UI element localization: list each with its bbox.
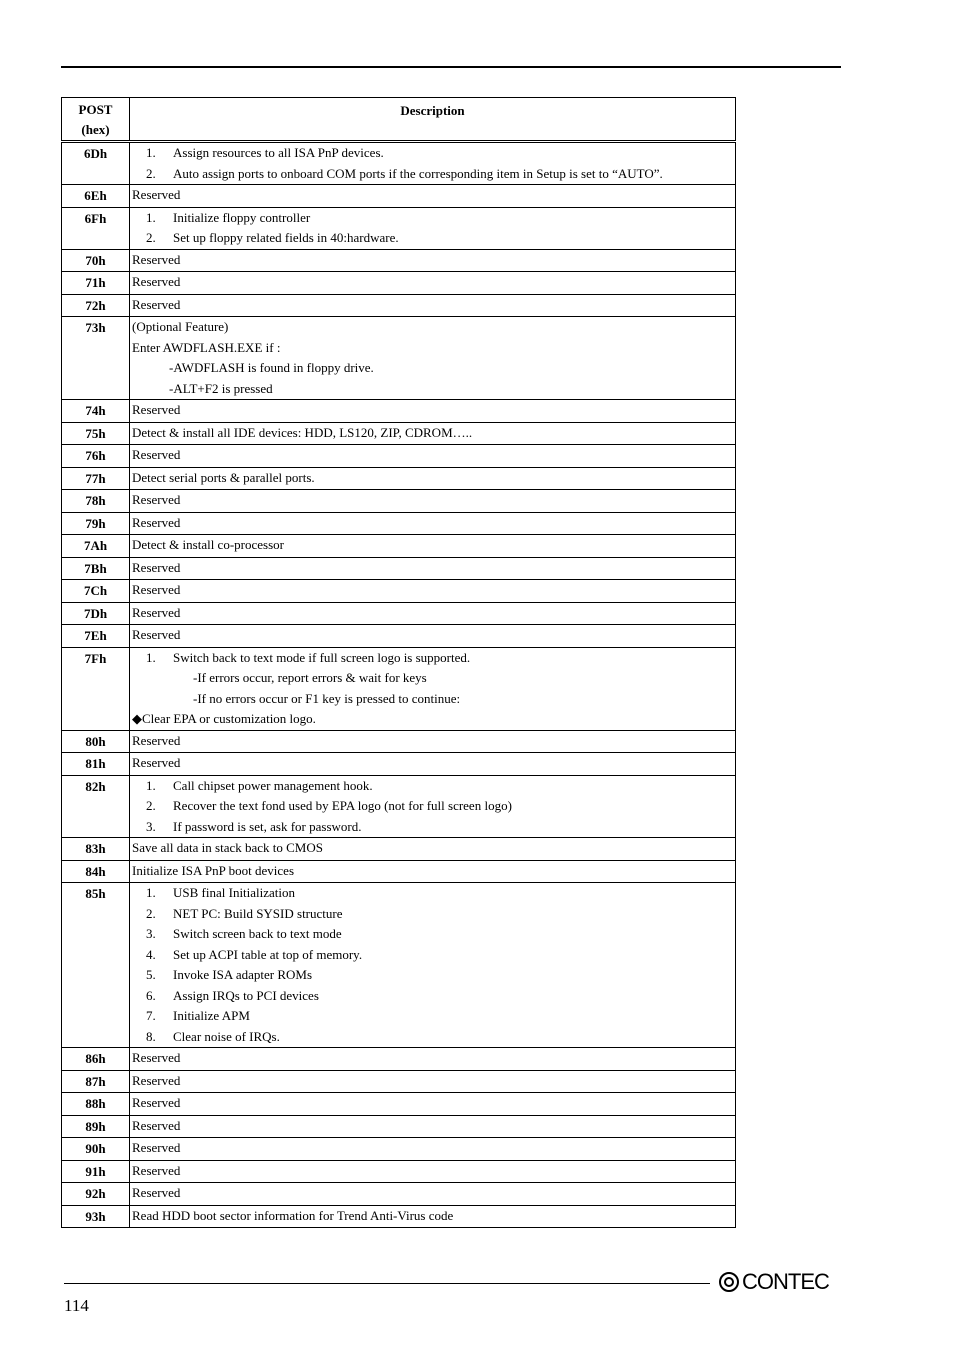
contec-logo <box>719 1270 829 1294</box>
step-number: 3. <box>146 818 156 834</box>
table-header-row <box>62 98 736 142</box>
contec-logo-icon <box>719 1272 739 1292</box>
table-row <box>62 185 736 208</box>
table-row <box>62 753 736 776</box>
description-cell <box>130 272 736 295</box>
numbered-step <box>132 648 733 669</box>
table-row <box>62 1115 736 1138</box>
step-number: 8. <box>146 1028 156 1044</box>
description-line: Reserved <box>132 447 181 462</box>
numbered-step <box>132 904 733 925</box>
step-text: Auto assign ports to onboard COM ports if the corresponding item in Setup is set to “AUTO”. <box>173 165 663 181</box>
table-row <box>62 1048 736 1071</box>
table-row <box>62 422 736 445</box>
step-text: NET PC: Build SYSID structure <box>173 905 343 921</box>
post-code-cell: 85h <box>62 883 130 1048</box>
step-text: Assign IRQs to PCI devices <box>173 987 319 1003</box>
table-row <box>62 467 736 490</box>
description-line: -ALT+F2 is pressed <box>169 380 273 396</box>
post-code-cell: 6Fh <box>62 207 130 249</box>
description-cell <box>130 422 736 445</box>
post-code-cell: 73h <box>62 317 130 400</box>
post-code-cell: 7Ch <box>62 580 130 603</box>
description-cell <box>130 753 736 776</box>
description-line: Initialize ISA PnP boot devices <box>132 862 294 878</box>
table-row <box>62 207 736 249</box>
table-row <box>62 317 736 400</box>
step-text: Switch screen back to text mode <box>173 926 342 941</box>
post-code-cell: 7Dh <box>62 602 130 625</box>
step-number: 1. <box>146 777 156 793</box>
step-number: 2. <box>146 165 156 181</box>
description-line: Reserved <box>132 492 181 507</box>
step-number: 3. <box>146 926 156 941</box>
step-number: 6. <box>146 987 156 1003</box>
description-line: Reserved <box>132 582 181 597</box>
table-row <box>62 580 736 603</box>
numbered-step <box>132 796 733 817</box>
numbered-step <box>132 986 733 1007</box>
numbered-step <box>132 883 733 904</box>
table-row <box>62 730 736 753</box>
step-text: Recover the text fond used by EPA logo (not for full screen logo) <box>173 798 512 813</box>
description-cell <box>130 557 736 580</box>
table-row <box>62 557 736 580</box>
step-number: 2. <box>146 905 156 921</box>
description-line: Reserved <box>132 1072 181 1088</box>
table-row <box>62 400 736 423</box>
description-cell <box>130 294 736 317</box>
numbered-step <box>132 965 733 986</box>
post-code-cell: 7Ah <box>62 535 130 558</box>
table-row <box>62 775 736 838</box>
post-code-cell: 77h <box>62 467 130 490</box>
step-text: Set up floppy related fields in 40:hardware. <box>173 230 399 245</box>
post-code-cell: 6Dh <box>62 142 130 185</box>
table-row <box>62 883 736 1048</box>
table-row <box>62 512 736 535</box>
post-column-header: POST (hex) <box>62 98 130 142</box>
post-code-cell: 76h <box>62 445 130 468</box>
numbered-step <box>132 817 733 838</box>
description-line: ◆Clear EPA or customization logo. <box>132 711 316 726</box>
post-code-cell: 75h <box>62 422 130 445</box>
description-cell <box>130 317 736 400</box>
description-line: Detect serial ports & parallel ports. <box>132 469 315 485</box>
step-text: Invoke ISA adapter ROMs <box>173 967 313 982</box>
numbered-step <box>132 208 733 229</box>
step-number: 1. <box>146 649 156 665</box>
description-line: Reserved <box>132 296 181 312</box>
description-line: Reserved <box>132 251 181 267</box>
table-row <box>62 294 736 317</box>
description-cell <box>130 207 736 249</box>
description-cell <box>130 1093 736 1116</box>
description-cell <box>130 535 736 558</box>
post-code-cell: 70h <box>62 249 130 272</box>
description-cell <box>130 730 736 753</box>
table-row <box>62 1093 736 1116</box>
description-line: Save all data in stack back to CMOS <box>132 840 323 855</box>
description-cell <box>130 647 736 730</box>
table-row <box>62 249 736 272</box>
post-code-cell: 74h <box>62 400 130 423</box>
step-text: Call chipset power management hook. <box>173 777 373 793</box>
step-number: 2. <box>146 798 156 813</box>
numbered-step <box>132 776 733 797</box>
step-number: 7. <box>146 1008 156 1023</box>
description-line: Reserved <box>132 187 181 202</box>
description-cell <box>130 580 736 603</box>
step-text: Switch back to text mode if full screen logo is supported. <box>173 649 471 665</box>
description-cell <box>130 512 736 535</box>
post-code-cell: 72h <box>62 294 130 317</box>
step-text: If password is set, ask for password. <box>173 818 362 834</box>
description-line: Read HDD boot sector information for Trend Anti-Virus code <box>132 1207 454 1223</box>
table-row <box>62 1138 736 1161</box>
description-cell <box>130 775 736 838</box>
table-row <box>62 535 736 558</box>
step-text: Clear noise of IRQs. <box>173 1028 280 1044</box>
description-line: Reserved <box>132 1050 181 1065</box>
numbered-step <box>132 228 733 249</box>
post-code-cell: 82h <box>62 775 130 838</box>
description-line: Reserved <box>132 732 181 748</box>
description-cell <box>130 142 736 185</box>
step-number: 1. <box>146 209 156 225</box>
description-cell <box>130 1115 736 1138</box>
numbered-step <box>132 164 733 185</box>
numbered-step <box>132 1027 733 1048</box>
description-line: Enter AWDFLASH.EXE if : <box>132 339 281 355</box>
description-line: Reserved <box>132 514 181 530</box>
step-number: 5. <box>146 967 156 982</box>
post-code-table <box>61 97 736 1228</box>
description-cell <box>130 838 736 861</box>
description-line: -AWDFLASH is found in floppy drive. <box>169 360 374 375</box>
description-cell <box>130 1138 736 1161</box>
description-line: Detect & install co-processor <box>132 537 284 552</box>
post-code-cell: 79h <box>62 512 130 535</box>
post-code-cell: 86h <box>62 1048 130 1071</box>
description-cell <box>130 1048 736 1071</box>
description-line: (Optional Feature) <box>132 319 229 334</box>
post-code-cell: 88h <box>62 1093 130 1116</box>
step-number: 4. <box>146 946 156 962</box>
post-code-cell: 81h <box>62 753 130 776</box>
description-cell <box>130 185 736 208</box>
description-line: Reserved <box>132 1117 181 1133</box>
description-line: Reserved <box>132 1162 181 1178</box>
description-cell <box>130 249 736 272</box>
description-cell <box>130 467 736 490</box>
table-row <box>62 445 736 468</box>
description-cell <box>130 490 736 513</box>
description-cell <box>130 1070 736 1093</box>
step-text: Set up ACPI table at top of memory. <box>173 946 363 962</box>
post-code-cell: 91h <box>62 1160 130 1183</box>
numbered-step <box>132 924 733 945</box>
description-cell <box>130 1160 736 1183</box>
post-code-cell: 83h <box>62 838 130 861</box>
post-code-cell: 7Bh <box>62 557 130 580</box>
footer-rule <box>64 1283 710 1284</box>
description-line: Detect & install all IDE devices: HDD, LS120, ZIP, CDROM….. <box>132 424 473 440</box>
post-code-cell: 80h <box>62 730 130 753</box>
post-code-cell: 7Eh <box>62 625 130 648</box>
post-code-cell: 92h <box>62 1183 130 1206</box>
contec-logo-text: CONTEC <box>742 1269 829 1294</box>
table-row <box>62 1070 736 1093</box>
description-cell <box>130 400 736 423</box>
post-code-cell: 93h <box>62 1205 130 1228</box>
description-cell <box>130 860 736 883</box>
step-text: USB final Initialization <box>173 885 296 900</box>
description-line: -If no errors occur or F1 key is pressed to continue: <box>193 690 461 706</box>
post-code-cell: 7Fh <box>62 647 130 730</box>
table-body <box>62 142 736 1228</box>
numbered-step <box>132 143 733 164</box>
description-column-header: Description <box>130 98 736 142</box>
post-code-cell: 84h <box>62 860 130 883</box>
description-cell <box>130 1183 736 1206</box>
description-cell <box>130 445 736 468</box>
post-code-cell: 78h <box>62 490 130 513</box>
page-number: 114 <box>64 1296 89 1315</box>
numbered-step <box>132 945 733 966</box>
step-text: Assign resources to all ISA PnP devices. <box>173 145 384 160</box>
table-row <box>62 860 736 883</box>
table-row <box>62 1183 736 1206</box>
step-number: 1. <box>146 885 156 900</box>
numbered-step <box>132 1006 733 1027</box>
post-code-cell: 71h <box>62 272 130 295</box>
description-line: Reserved <box>132 755 181 770</box>
description-line: Reserved <box>132 559 181 575</box>
post-code-cell: 6Eh <box>62 185 130 208</box>
table-row <box>62 647 736 730</box>
table-row <box>62 1160 736 1183</box>
table-row <box>62 272 736 295</box>
description-cell <box>130 602 736 625</box>
description-line: Reserved <box>132 1140 181 1155</box>
post-code-cell: 90h <box>62 1138 130 1161</box>
description-cell <box>130 1205 736 1228</box>
description-line: Reserved <box>132 1185 181 1200</box>
step-text: Initialize floppy controller <box>173 209 311 225</box>
description-line: Reserved <box>132 274 181 289</box>
description-line: -If errors occur, report errors & wait for keys <box>193 670 427 685</box>
description-line: Reserved <box>132 1095 181 1110</box>
header-rule <box>61 66 841 68</box>
step-number: 2. <box>146 230 156 245</box>
table-row <box>62 838 736 861</box>
table-row <box>62 490 736 513</box>
table-row <box>62 1205 736 1228</box>
description-line: Reserved <box>132 627 181 642</box>
post-code-cell: 89h <box>62 1115 130 1138</box>
description-line: Reserved <box>132 402 181 417</box>
description-line: Reserved <box>132 604 181 620</box>
table-row <box>62 142 736 185</box>
description-cell <box>130 625 736 648</box>
step-text: Initialize APM <box>173 1008 250 1023</box>
table-row <box>62 625 736 648</box>
description-cell <box>130 883 736 1048</box>
table-row <box>62 602 736 625</box>
step-number: 1. <box>146 145 156 160</box>
post-code-cell: 87h <box>62 1070 130 1093</box>
